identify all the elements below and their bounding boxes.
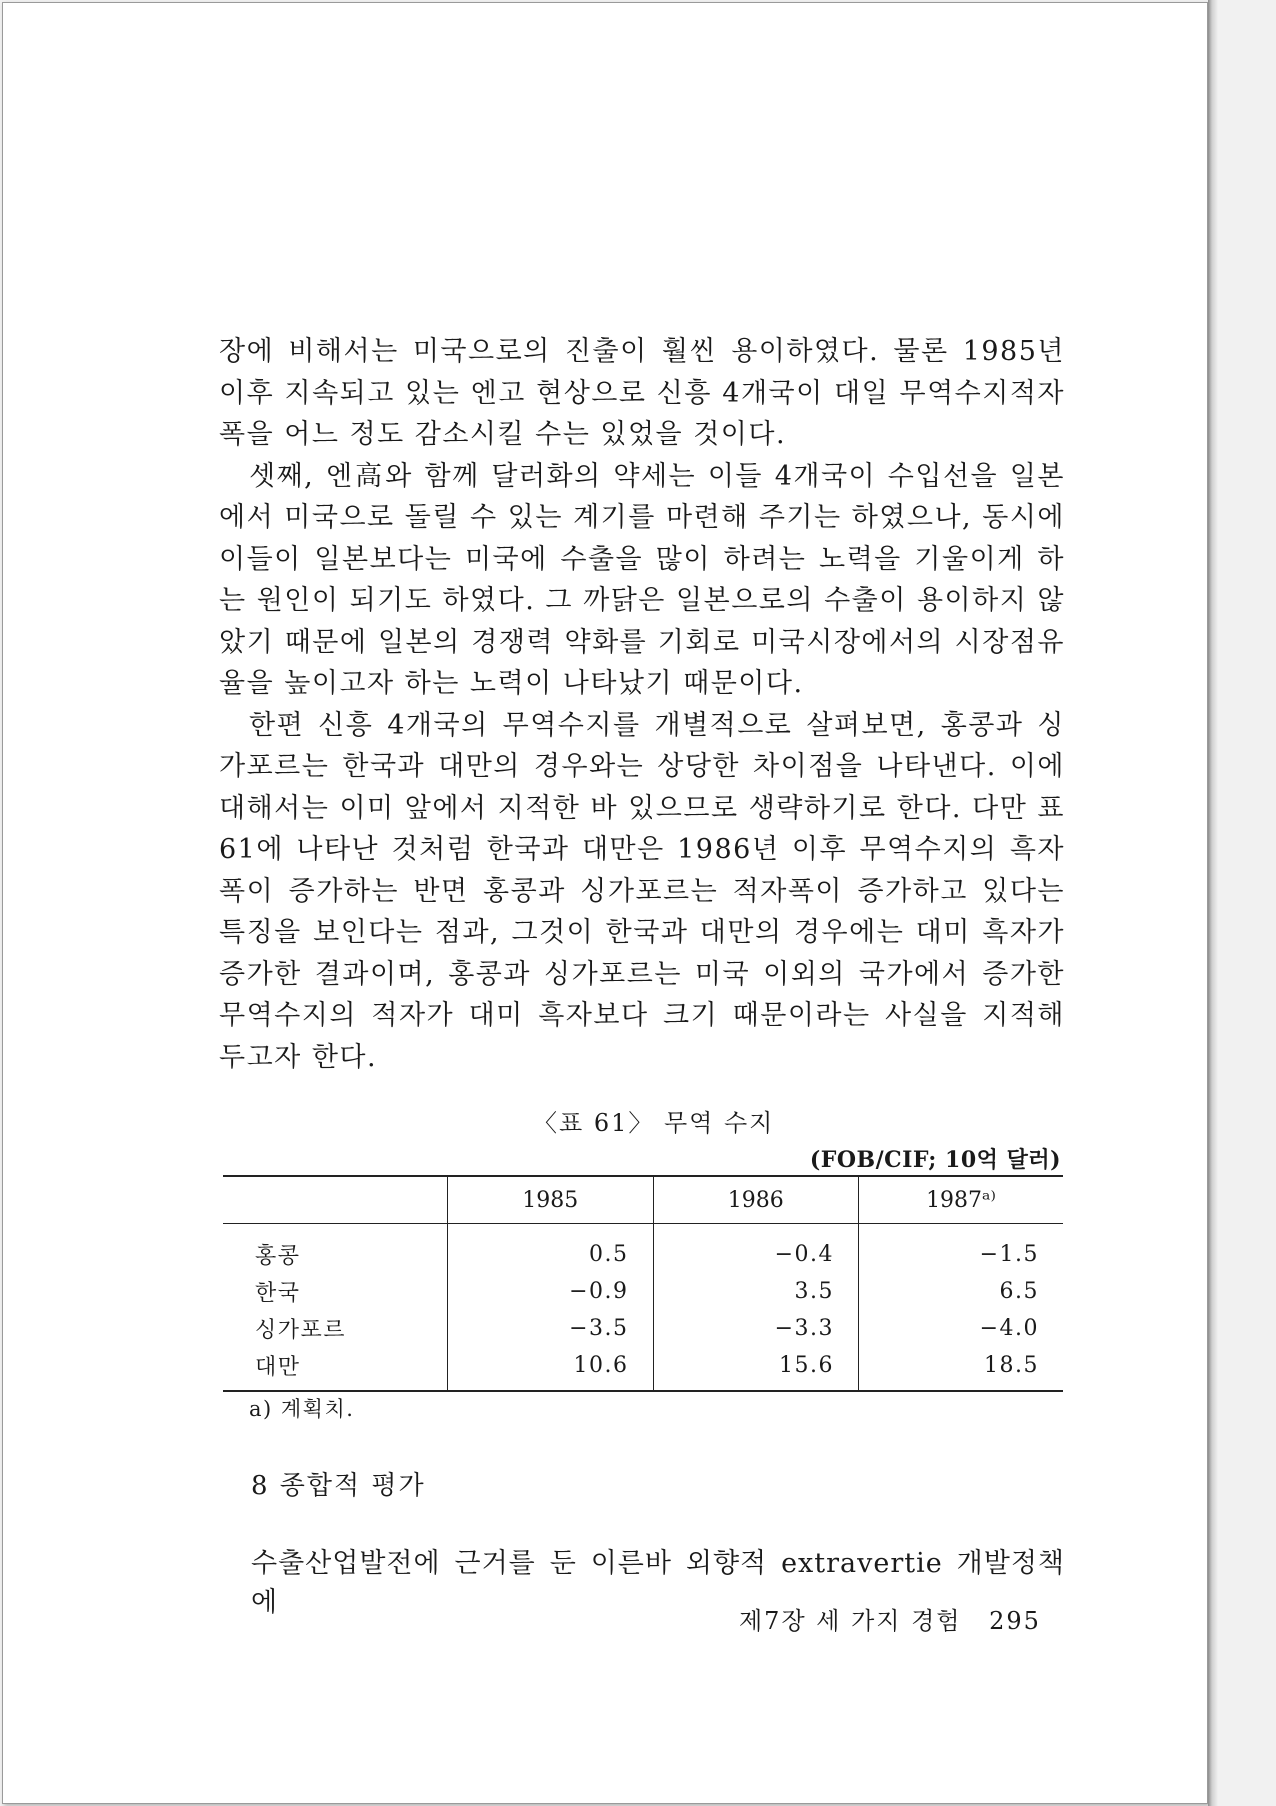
footer-chapter: 제7장 세 가지 경험 <box>739 1607 962 1635</box>
body-text <box>219 331 1065 1078</box>
page-number: 295 <box>989 1607 1041 1635</box>
section-heading: 8 종합적 평가 <box>251 1471 426 1501</box>
body-paragraph-1: 장에 비해서는 미국으로의 진출이 훨씬 용이하였다. 물론 1985년 이후 지속되고 있는 엔고 현상으로 신흥 4개국이 대일 무역수지적자폭을 어느 정도 감소시킬 수는 있었을 것이다. <box>219 336 1065 450</box>
table-row <box>223 1310 1063 1347</box>
table-row <box>223 1347 1063 1391</box>
table-footnote: a) 계획치. <box>249 1397 355 1421</box>
table-header-blank <box>223 1176 448 1224</box>
cell-1985: 10.6 <box>448 1347 654 1391</box>
cell-1985: −3.5 <box>448 1310 654 1347</box>
table-header-1986: 1986 <box>653 1176 859 1224</box>
row-label: 대만 <box>255 1355 301 1380</box>
body-paragraph-3: 한편 신흥 4개국의 무역수지를 개별적으로 살펴보면, 홍콩과 싱가포르는 한국과 대만의 경우와는 상당한 차이점을 나타낸다. 이에 대해서는 이미 앞에서 지적한 바 있으므로 생략하기로 한다. 다만 표 61에 나타난 것처럼 한국과 대만은 1986년 이후 무역수지의 흑자폭이 증가하는 반면 홍콩과 싱가포르는 적자폭이 증가하고 있다는 특징을 보인다는 점과, 그것이 한국과 대만의 경우에는 대미 흑자가 증가한 결과이며, 홍콩과 싱가포르는 미국 이외의 국가에서 증가한 무역수지의 적자가 대미 흑자보다 크기 때문이라는 사실을 지적해 두고자 한다. <box>219 709 1065 1073</box>
table-unit: (FOB/CIF; 10억 달러) <box>809 1147 1061 1173</box>
trade-balance-table <box>223 1175 1063 1392</box>
table-header-1985: 1985 <box>448 1176 654 1224</box>
viewer-edge-shadow <box>1208 0 1218 1806</box>
section-body: 수출산업발전에 근거를 둔 이른바 외향적 extravertie 개발정책에 <box>251 1548 1065 1618</box>
table-header-1987: 1987ᵃ⁾ <box>859 1176 1063 1224</box>
table-row <box>223 1224 1063 1274</box>
cell-1985: −0.9 <box>448 1273 654 1310</box>
cell-1987: 6.5 <box>859 1273 1063 1310</box>
table-row <box>223 1273 1063 1310</box>
cell-1987: 18.5 <box>859 1347 1063 1391</box>
document-page <box>2 2 1208 1804</box>
cell-1986: −3.3 <box>653 1310 859 1347</box>
cell-1987: −4.0 <box>859 1310 1063 1347</box>
cell-1986: 3.5 <box>653 1273 859 1310</box>
cell-1986: 15.6 <box>653 1347 859 1391</box>
body-paragraph-2: 셋째, 엔高와 함께 달러화의 약세는 이들 4개국이 수입선을 일본에서 미국으로 돌릴 수 있는 계기를 마련해 주기는 하였으나, 동시에 이들이 일본보다는 미국에 수출을 많이 하려는 노력을 기울이게 하는 원인이 되기도 하였다. 그 까닭은 일본으로의 수출이 용이하지 않았기 때문에 일본의 경쟁력 약화를 기회로 미국시장에서의 시장점유율을 높이고자 하는 노력이 나타났기 때문이다. <box>219 460 1065 699</box>
cell-1985: 0.5 <box>448 1224 654 1274</box>
row-label: 홍콩 <box>255 1244 301 1269</box>
cell-1986: −0.4 <box>653 1224 859 1274</box>
table-header-row <box>223 1176 1063 1224</box>
table-caption: 〈표 61〉 무역 수지 <box>533 1109 775 1137</box>
cell-1987: −1.5 <box>859 1224 1063 1274</box>
row-label: 싱가포르 <box>255 1318 347 1343</box>
row-label: 한국 <box>255 1281 301 1306</box>
page-footer <box>739 1601 1041 1636</box>
